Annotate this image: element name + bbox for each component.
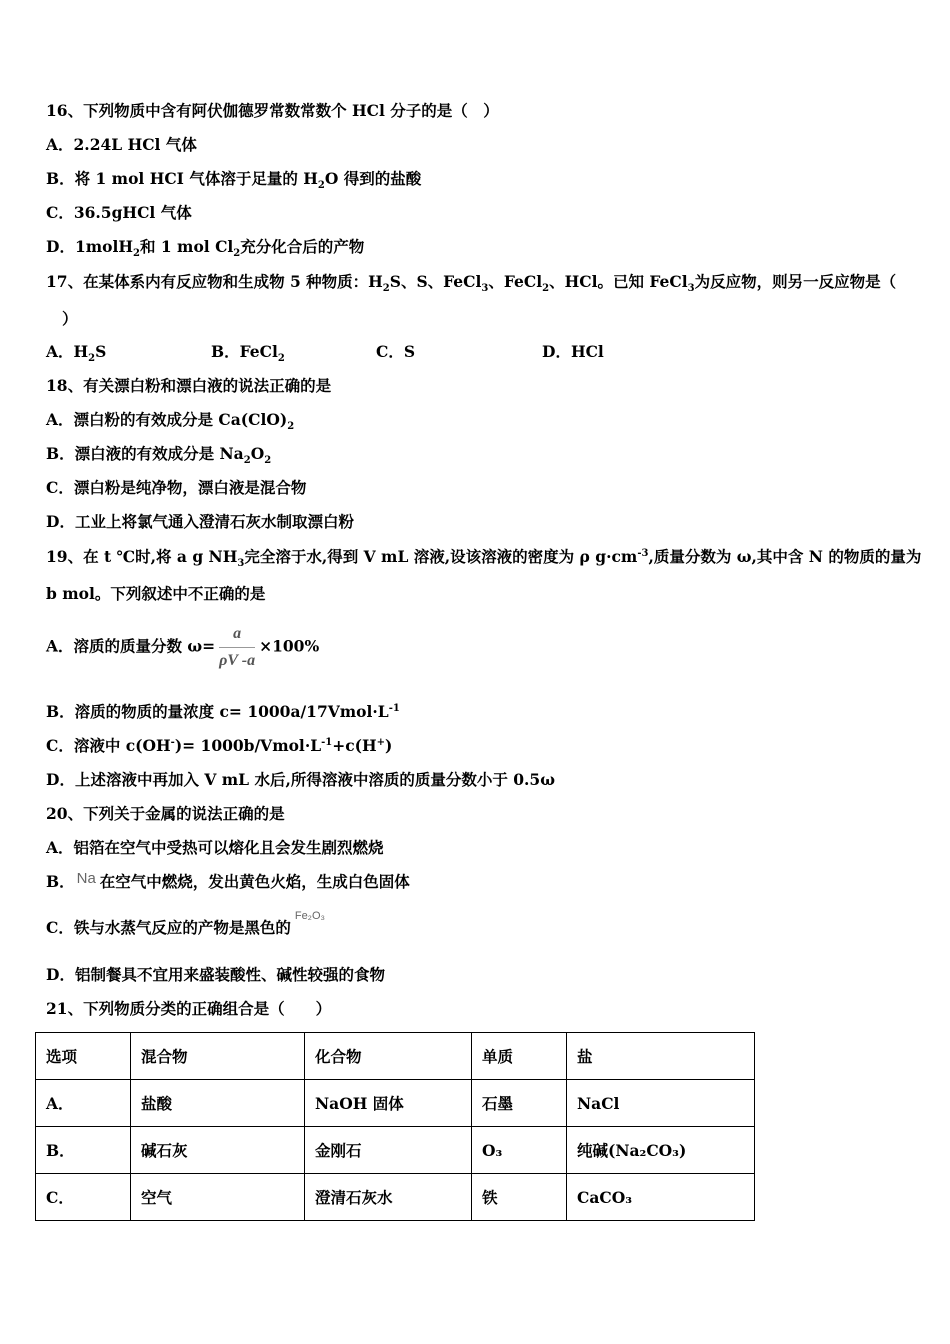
- q20-option-a: A．铝箔在空气中受热可以熔化且会发生剧烈燃烧: [46, 838, 384, 857]
- table-cell: 石墨: [472, 1080, 567, 1127]
- fraction: $\frac{a}{\rho V -a}$: [219, 625, 256, 669]
- q17-option-b: B．FeCl$_2$: [211, 342, 285, 365]
- q19-option-b: B．溶质的物质的量浓度 $c= 1000a/17Vmol\cdot L^{-1}$: [46, 702, 400, 721]
- q16-option-c: C．36.5gHCl 气体: [46, 203, 192, 222]
- q18-stem: 18、有关漂白粉和漂白液的说法正确的是: [46, 376, 332, 395]
- q20-option-c: C．铁与水蒸气反应的产物是黑色的$^{Fe_2O_3}$: [46, 910, 325, 937]
- q17-stem: 17、在某体系内有反应物和生成物 5 种物质：$H_2S$、S、FeCl$_3$、FeCl$_2$、HCl。已知 FeCl$_3$为反应物，则另一反应物是（: [46, 272, 897, 295]
- q19-stem-line2: b mol。下列叙述中不正确的是: [46, 584, 266, 603]
- q19-option-c: C．溶液中 $c(OH^-)= 1000b/Vmol\cdot L^{-1}+c(H^+)$: [46, 736, 393, 755]
- q16-option-d: D．1molH$_2$和 1 mol $Cl_2$充分化合后的产物: [46, 237, 365, 260]
- table-cell: CaCO₃: [567, 1174, 755, 1221]
- table-cell: NaCl: [567, 1080, 755, 1127]
- q19-option-d: D．上述溶液中再加入 V mL 水后,所得溶液中溶质的质量分数小于 0.5ω: [46, 770, 555, 789]
- table-cell: 纯碱(Na₂CO₃): [567, 1127, 755, 1174]
- q17-option-c: C．S: [376, 342, 416, 361]
- table-header-cell: 选项: [36, 1033, 131, 1080]
- table-cell: 空气: [131, 1174, 305, 1221]
- table-header-cell: 盐: [567, 1033, 755, 1080]
- q19-stem: 19、在 t ℃时,将 a g $NH_3$完全溶于水,得到 V mL 溶液,设该溶液的密度为 ρ $g\cdot cm^{-3}$,质量分数为 ω,其中含 N 的物质的量为: [46, 547, 922, 570]
- table-cell: A．: [36, 1080, 131, 1127]
- table-cell: O₃: [472, 1127, 567, 1174]
- q18-option-d: D．工业上将氯气通入澄清石灰水制取漂白粉: [46, 512, 354, 531]
- table-row: [36, 1174, 755, 1221]
- table-cell: NaOH 固体: [305, 1080, 472, 1127]
- table-cell: B．: [36, 1127, 131, 1174]
- q21-stem: 21、下列物质分类的正确组合是（ ）: [46, 999, 332, 1018]
- classification-table: [35, 1032, 755, 1221]
- q16-option-a: A．2.24L HCl 气体: [46, 135, 197, 154]
- q19-option-a: A．溶质的质量分数 ω= $\frac{a}{\rho V -a}$ ×100%: [46, 623, 319, 672]
- q18-option-c: C．漂白粉是纯净物，漂白液是混合物: [46, 478, 307, 497]
- sodium-formula-image: Na: [76, 870, 96, 887]
- q18-option-b: B．漂白液的有效成分是 $Na_2O_2$: [46, 444, 272, 467]
- table-header-cell: 化合物: [305, 1033, 472, 1080]
- table-header-cell: 混合物: [131, 1033, 305, 1080]
- q17-option-a: A．$H_2S$: [46, 342, 107, 365]
- q16-option-b: B．将 1 mol HCI 气体溶于足量的 $H_2O$ 得到的盐酸: [46, 169, 422, 192]
- table-cell: 金刚石: [305, 1127, 472, 1174]
- table-cell: 澄清石灰水: [305, 1174, 472, 1221]
- q20-option-d: D．铝制餐具不宜用来盛装酸性、碱性较强的食物: [46, 965, 385, 984]
- q17-stem-close: ）: [62, 309, 78, 328]
- table-header-cell: 单质: [472, 1033, 567, 1080]
- table-cell: 盐酸: [131, 1080, 305, 1127]
- q20-stem: 20、下列关于金属的说法正确的是: [46, 804, 285, 823]
- q17-option-d: D．HCl: [542, 342, 604, 361]
- q20-option-b: B． Na 在空气中燃烧，发出黄色火焰，生成白色固体: [46, 870, 410, 891]
- table-row: [36, 1127, 755, 1174]
- q16-stem: 16、下列物质中含有阿伏伽德罗常数常数个 HCl 分子的是（ ）: [46, 101, 499, 120]
- table-header-row: [36, 1033, 755, 1080]
- table-cell: 铁: [472, 1174, 567, 1221]
- q18-option-a: A．漂白粉的有效成分是 $Ca(ClO)_2$: [46, 410, 295, 433]
- table-row: [36, 1080, 755, 1127]
- table-cell: C．: [36, 1174, 131, 1221]
- iron-oxide-formula-image: Fe₂O₃: [294, 910, 325, 922]
- table-cell: 碱石灰: [131, 1127, 305, 1174]
